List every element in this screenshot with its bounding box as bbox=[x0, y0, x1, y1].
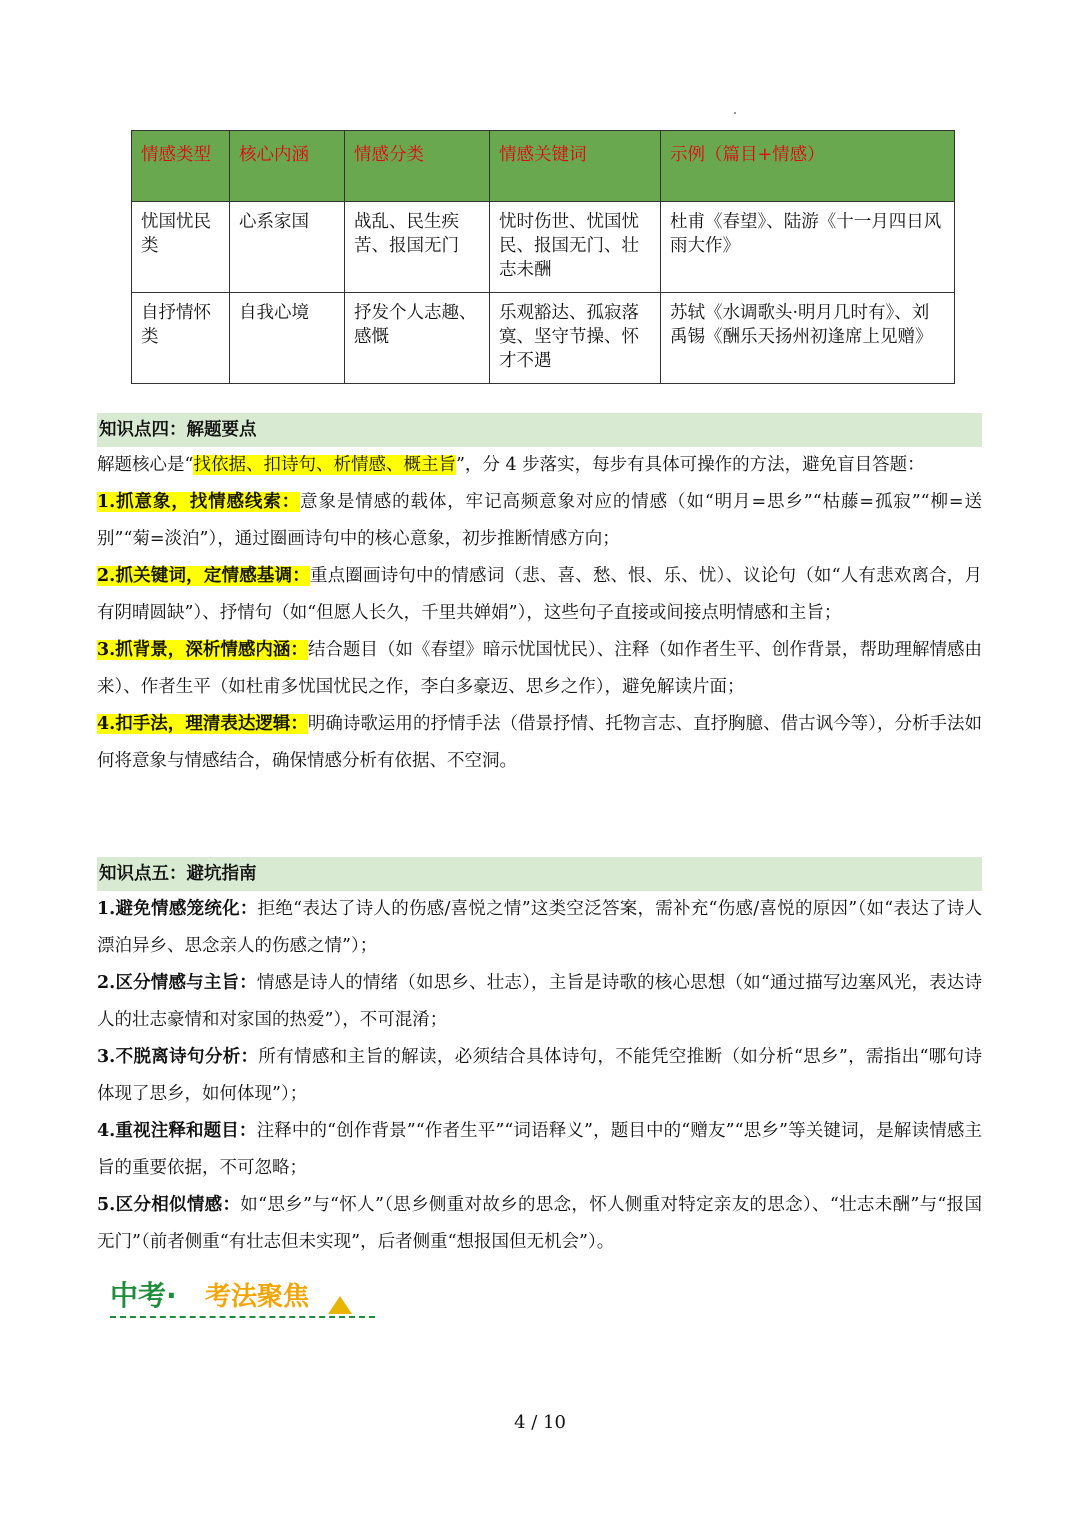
tip-text: 结合题目（如《春望》暗示忧国忧民）、注释（如作者生平、创作背景，帮助理解情感由来）、作者生平（如杜甫多忧国忧民之作，李白多豪迈、思乡之作），避免解读片面； bbox=[97, 640, 982, 697]
pitfall-text: 如“思乡”与“怀人”（思乡侧重对故乡的思念，怀人侧重对特定亲友的思念）、“壮志未酬”与“报国无门”（前者侧重“有壮志但未实现”，后者侧重“想报国但无机会”）。 bbox=[97, 1195, 982, 1252]
tip-text: 重点圈画诗句中的情感词（悲、喜、愁、恨、乐、忧）、议论句（如“人有悲欢离合，月有阴晴圆缺”）、抒情句（如“但愿人长久，千里共婵娟”），这些句子直接或间接点明情感和主旨； bbox=[97, 566, 982, 623]
section-knowledge-5 bbox=[97, 857, 982, 1261]
pitfall-text: 注释中的“创作背景”“作者生平”“词语释义”，题目中的“赠友”“思乡”等关键词，是解读情感主旨的重要依据，不可忽略； bbox=[97, 1121, 982, 1178]
tip-item bbox=[97, 706, 982, 780]
pitfall-label: 5.区分相似情感： bbox=[97, 1195, 241, 1215]
highlighted-phrase: 找依据、扣诗句、析情感、概主旨 bbox=[193, 455, 456, 475]
table-header-row bbox=[132, 131, 955, 202]
section-title: 知识点四：解题要点 bbox=[97, 413, 982, 447]
exam-focus-banner bbox=[110, 1272, 375, 1320]
pitfall-label: 2.区分情感与主旨： bbox=[97, 973, 257, 993]
table-cell: 心系家国 bbox=[230, 202, 345, 293]
section-title: 知识点五：避坑指南 bbox=[97, 857, 982, 891]
section-intro bbox=[97, 447, 982, 484]
tip-item bbox=[97, 484, 982, 558]
stray-dot bbox=[734, 112, 736, 114]
section-knowledge-4 bbox=[97, 413, 982, 780]
table-cell: 杜甫《春望》、陆游《十一月四日风雨大作》 bbox=[661, 202, 955, 293]
table-row bbox=[132, 202, 955, 293]
pitfall-text: 拒绝“表达了诗人的伤感/喜悦之情”这类空泛答案，需补充“伤感/喜悦的原因”（如“表达了诗人漂泊异乡、思念亲人的伤感之情”）； bbox=[97, 899, 982, 956]
pitfall-text: 所有情感和主旨的解读，必须结合具体诗句，不能凭空推断（如分析“思乡”，需指出“哪句诗体现了思乡，如何体现”）； bbox=[97, 1047, 982, 1104]
table-header-cell: 示例（篇目+情感） bbox=[661, 131, 955, 202]
table-header-cell: 情感类型 bbox=[132, 131, 230, 202]
pitfall-item bbox=[97, 1039, 982, 1113]
table-cell: 乐观豁达、孤寂落寞、坚守节操、怀才不遇 bbox=[490, 293, 661, 384]
pitfall-label: 1.避免情感笼统化： bbox=[97, 899, 258, 919]
table-cell: 自抒情怀类 bbox=[132, 293, 230, 384]
table-cell: 苏轼《水调歌头·明月几时有》、刘禹锡《酬乐天扬州初逢席上见赠》 bbox=[661, 293, 955, 384]
tip-label: 3.抓背景，深析情感内涵： bbox=[97, 640, 308, 660]
tip-label: 2.抓关键词，定情感基调： bbox=[97, 566, 310, 586]
table-cell: 战乱、民生疾苦、报国无门 bbox=[345, 202, 490, 293]
tip-text: 明确诗歌运用的抒情手法（借景抒情、托物言志、直抒胸臆、借古讽今等），分析手法如何将意象与情感结合，确保情感分析有依据、不空洞。 bbox=[97, 714, 982, 771]
mountain-icon bbox=[328, 1296, 352, 1314]
pitfall-item bbox=[97, 965, 982, 1039]
emotion-type-table bbox=[131, 130, 955, 384]
table-cell: 忧国忧民类 bbox=[132, 202, 230, 293]
table-row bbox=[132, 293, 955, 384]
tip-label: 1.抓意象，找情感线索： bbox=[97, 492, 301, 512]
pitfall-item bbox=[97, 1113, 982, 1187]
intro-text: ”，分 4 步落实，每步有具体可操作的方法，避免盲目答题： bbox=[455, 455, 925, 475]
banner-underline bbox=[110, 1316, 375, 1318]
table-header-cell: 情感分类 bbox=[345, 131, 490, 202]
pitfall-label: 4.重视注释和题目： bbox=[97, 1121, 257, 1141]
tip-item bbox=[97, 632, 982, 706]
pitfall-text: 情感是诗人的情绪（如思乡、壮志），主旨是诗歌的核心思想（如“通过描写边塞风光，表达诗人的壮志豪情和对家国的热爱”），不可混淆； bbox=[97, 973, 982, 1030]
pitfall-label: 3.不脱离诗句分析： bbox=[97, 1047, 259, 1067]
tip-text: 意象是情感的载体，牢记高频意象对应的情感（如“明月=思乡”“枯藤=孤寂”“柳=送别”“菊=淡泊”），通过圈画诗句中的核心意象，初步推断情感方向； bbox=[97, 492, 982, 549]
page-number: 4 / 10 bbox=[514, 1412, 566, 1433]
table-cell: 忧时伤世、忧国忧民、报国无门、壮志未酬 bbox=[490, 202, 661, 293]
table-cell: 抒发个人志趣、感慨 bbox=[345, 293, 490, 384]
tip-label: 4.扣手法，理清表达逻辑： bbox=[97, 714, 308, 734]
table-header-cell: 核心内涵 bbox=[230, 131, 345, 202]
banner-title-part2: 考法聚焦 bbox=[205, 1282, 310, 1312]
pitfall-item bbox=[97, 1187, 982, 1261]
pitfall-item bbox=[97, 891, 982, 965]
table-header-cell: 情感关键词 bbox=[490, 131, 661, 202]
tip-item bbox=[97, 558, 982, 632]
banner-title-part1: 中考· bbox=[110, 1279, 177, 1312]
table-cell: 自我心境 bbox=[230, 293, 345, 384]
intro-text: 解题核心是“ bbox=[97, 455, 194, 475]
